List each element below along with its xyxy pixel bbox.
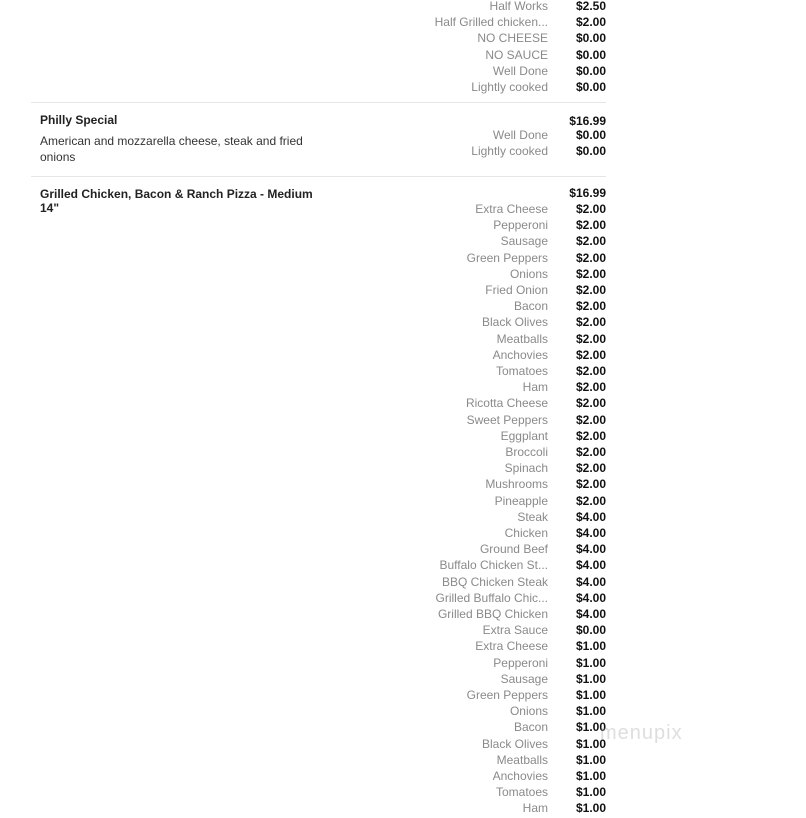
option-price: $2.00 [575,477,606,492]
option-row [396,363,606,379]
option-name: Black Olives [481,315,548,330]
option-name: Extra Cheese [475,639,548,654]
option-row [396,509,606,525]
option-row [396,379,606,395]
option-row [396,541,606,557]
option-name: Bacon [513,720,548,735]
option-price: $0.00 [575,47,606,62]
option-row [396,476,606,492]
option-name: Ground Beef [479,542,548,557]
option-price: $2.00 [575,15,606,30]
option-row [396,395,606,411]
option-price: $0.00 [575,80,606,94]
option-price: $4.00 [575,542,606,557]
option-price: $1.00 [575,769,606,783]
option-name: Bacon [513,299,548,314]
option-name: Well Done [492,63,548,78]
option-price: $1.00 [575,655,606,670]
option-name: Eggplant [500,428,548,443]
option-name: Lightly cooked [471,144,548,159]
option-row [396,719,606,735]
option-price: $0.00 [575,63,606,78]
option-row [396,736,606,752]
option-row [396,412,606,428]
option-row [396,63,606,79]
option-row [396,14,606,30]
option-price: $4.00 [575,574,606,589]
menu-item-philly-special [31,102,606,176]
option-name: BBQ Chicken Steak [441,574,548,589]
option-price: $1.00 [575,736,606,751]
option-row [396,331,606,347]
option-price: $2.00 [575,266,606,281]
option-row [396,314,606,330]
option-row [396,30,606,46]
option-price: $2.00 [575,250,606,265]
option-row [396,525,606,541]
option-name: Chicken [504,526,548,540]
option-price: $1.00 [575,801,606,816]
option-price: $0.00 [575,128,606,142]
option-row [396,622,606,638]
option-price: $2.00 [575,315,606,330]
item-name: Grilled Chicken, Bacon & Ranch Pizza - Medium 14" [40,187,313,215]
option-price: $1.00 [575,639,606,654]
option-price: $2.00 [575,493,606,508]
option-row [396,784,606,800]
option-name: Black Olives [481,736,548,751]
option-price: $1.00 [575,671,606,686]
option-row [396,47,606,63]
option-name: Pepperoni [493,655,548,670]
option-price: $2.00 [575,299,606,314]
option-price: $0.00 [575,623,606,638]
option-row [396,347,606,363]
option-row [396,574,606,590]
option-row [396,143,606,159]
option-name: Anchovies [492,769,548,783]
option-name: Sausage [500,234,548,249]
option-name: Pepperoni [493,218,548,233]
option-row [396,298,606,314]
option-name: Mushrooms [485,477,548,492]
item-description: American and mozzarella cheese, steak and fried onions [40,134,303,164]
option-name: Grilled Buffalo Chic... [435,590,548,605]
option-price: $2.00 [575,364,606,378]
option-row [396,201,606,217]
menu-item-grilled-chicken-pizza [31,176,606,818]
option-name: NO SAUCE [485,47,548,62]
option-row [396,233,606,249]
option-name: Buffalo Chicken St... [439,558,548,573]
menu-section [31,0,606,102]
option-row [396,0,606,14]
option-row [396,250,606,266]
option-row [396,590,606,606]
option-name: Extra Cheese [475,202,548,216]
option-price: $0.00 [575,144,606,159]
option-name: Pineapple [494,493,548,508]
base-price: $16.99 [569,186,606,200]
option-row [396,127,606,143]
item-info [40,187,332,215]
option-name: Meatballs [496,331,548,346]
option-name: Onions [509,704,548,719]
option-row [396,752,606,768]
option-price: $2.00 [575,428,606,443]
option-name: Spinach [504,461,548,476]
option-name: Extra Sauce [482,623,548,638]
option-row [396,703,606,719]
watermark: menupix [600,722,683,744]
option-price: $2.00 [575,331,606,346]
option-name: Broccoli [505,445,548,459]
option-price: $2.00 [575,396,606,411]
option-row [396,493,606,509]
option-row [396,768,606,784]
option-row [396,266,606,282]
option-name: Meatballs [496,752,548,767]
menu-list [31,0,606,818]
option-name: Steak [517,509,548,524]
option-price: $2.00 [575,380,606,395]
item-info [40,113,332,165]
option-name: Grilled BBQ Chicken [437,607,548,621]
option-name: Sweet Peppers [466,412,548,427]
option-price: $1.00 [575,688,606,702]
option-price: $2.00 [575,234,606,249]
option-name: Lightly cooked [471,80,548,94]
option-name: Green Peppers [466,250,548,265]
option-price: $4.00 [575,509,606,524]
option-name: Well Done [492,128,548,142]
option-name: Ham [522,380,548,395]
option-price: $2.00 [575,461,606,476]
option-price: $1.00 [575,704,606,719]
option-price: $2.00 [575,202,606,216]
option-name: Fried Onion [485,283,548,297]
option-price: $2.00 [575,445,606,459]
option-row [396,79,606,95]
option-name: Green Peppers [466,688,548,702]
option-row [396,606,606,622]
option-name: Tomatoes [495,364,548,378]
base-price: $16.99 [569,114,606,128]
option-row [396,460,606,476]
option-row [396,671,606,687]
option-row [396,428,606,444]
option-price: $1.00 [575,752,606,767]
option-row [396,655,606,671]
option-price: $2.00 [575,218,606,233]
option-price: $2.00 [575,347,606,362]
option-price: $4.00 [575,558,606,573]
option-row [396,687,606,703]
option-name: Tomatoes [495,785,548,800]
option-name: Onions [509,266,548,281]
option-name: NO CHEESE [477,31,548,46]
option-row [396,217,606,233]
option-price: $1.00 [575,720,606,735]
option-name: Ham [522,801,548,816]
option-price: $2.00 [575,283,606,297]
option-price: $2.00 [575,412,606,427]
option-price: $4.00 [575,607,606,621]
option-row [396,800,606,816]
option-row [396,444,606,460]
option-price: $2.50 [575,0,606,13]
option-row [396,638,606,654]
option-name: Anchovies [492,347,548,362]
option-price: $0.00 [575,31,606,46]
option-price: $1.00 [575,785,606,800]
option-row [396,557,606,573]
option-row [396,282,606,298]
option-name: Sausage [500,671,548,686]
base-price-row [396,185,606,201]
option-name: Ricotta Cheese [465,396,548,411]
item-name: Philly Special [40,113,118,127]
option-price: $4.00 [575,590,606,605]
option-name: Half Works [489,0,548,13]
option-name: Half Grilled chicken... [434,15,548,30]
option-price: $4.00 [575,526,606,540]
